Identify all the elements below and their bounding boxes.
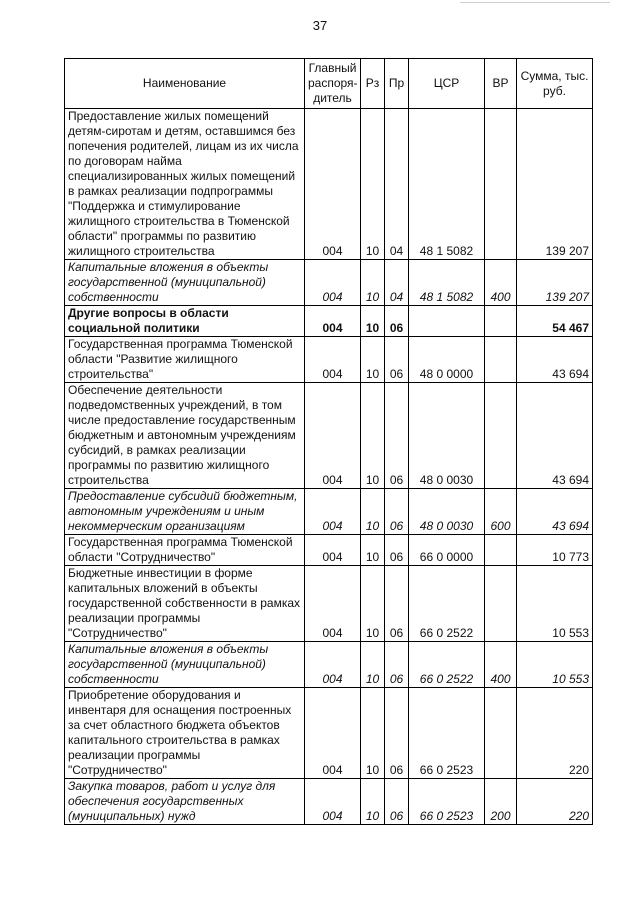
row-main-manager: 004	[305, 306, 361, 337]
row-vr	[485, 383, 517, 489]
row-vr	[485, 535, 517, 566]
row-pr: 06	[385, 306, 409, 337]
page-number: 37	[312, 18, 328, 33]
row-vr: 200	[485, 779, 517, 825]
row-rz: 10	[361, 383, 385, 489]
row-sum: 54 467	[517, 306, 593, 337]
row-pr: 06	[385, 535, 409, 566]
row-pr: 06	[385, 337, 409, 383]
table-row	[65, 535, 593, 566]
budget-table	[64, 58, 593, 825]
row-csr: 66 0 2523	[409, 688, 485, 779]
row-name: Предоставление субсидий бюджетным, автономным учреждениям и иным некоммерческим организациям	[65, 489, 305, 535]
row-rz: 10	[361, 260, 385, 306]
row-rz: 10	[361, 566, 385, 642]
row-sum: 220	[517, 779, 593, 825]
row-csr: 48 0 0000	[409, 337, 485, 383]
table-row	[65, 306, 593, 337]
row-csr: 48 0 0030	[409, 489, 485, 535]
row-main-manager: 004	[305, 383, 361, 489]
row-rz: 10	[361, 489, 385, 535]
header-pr: Пр	[385, 59, 409, 109]
row-csr: 48 1 5082	[409, 260, 485, 306]
row-pr: 04	[385, 260, 409, 306]
row-vr	[485, 306, 517, 337]
row-vr	[485, 566, 517, 642]
row-vr	[485, 337, 517, 383]
row-rz: 10	[361, 688, 385, 779]
row-pr: 06	[385, 688, 409, 779]
row-pr: 06	[385, 489, 409, 535]
row-name: Государственная программа Тюменской области "Сотрудничество"	[65, 535, 305, 566]
header-rz: Рз	[361, 59, 385, 109]
row-vr	[485, 109, 517, 260]
row-sum: 43 694	[517, 489, 593, 535]
row-sum: 220	[517, 688, 593, 779]
row-rz: 10	[361, 109, 385, 260]
row-main-manager: 004	[305, 566, 361, 642]
row-rz: 10	[361, 779, 385, 825]
row-csr: 66 0 0000	[409, 535, 485, 566]
table-row	[65, 337, 593, 383]
row-vr: 400	[485, 260, 517, 306]
row-main-manager: 004	[305, 337, 361, 383]
header-sum: Сумма, тыс. руб.	[517, 59, 593, 109]
header-main-manager: Главный распоря-дитель	[305, 59, 361, 109]
row-main-manager: 004	[305, 489, 361, 535]
row-name: Закупка товаров, работ и услуг для обеспечения государственных (муниципальных) нужд	[65, 779, 305, 825]
row-pr: 06	[385, 779, 409, 825]
row-pr: 04	[385, 109, 409, 260]
table-row	[65, 260, 593, 306]
table-row	[65, 566, 593, 642]
table-header-row	[65, 59, 593, 109]
row-main-manager: 004	[305, 535, 361, 566]
row-name: Капитальные вложения в объекты государственной (муниципальной) собственности	[65, 260, 305, 306]
row-vr: 400	[485, 642, 517, 688]
row-sum: 139 207	[517, 109, 593, 260]
row-name: Государственная программа Тюменской области "Развитие жилищного строительства"	[65, 337, 305, 383]
row-rz: 10	[361, 642, 385, 688]
row-sum: 43 694	[517, 383, 593, 489]
row-main-manager: 004	[305, 260, 361, 306]
row-name: Обеспечение деятельности подведомственных учреждений, в том числе предоставление государственным бюджетным и автономным учреждениям субсидий, в рамках реализации программы по развитию жилищного строительства	[65, 383, 305, 489]
row-sum: 139 207	[517, 260, 593, 306]
row-rz: 10	[361, 306, 385, 337]
header-csr: ЦСР	[409, 59, 485, 109]
row-main-manager: 004	[305, 688, 361, 779]
row-name: Бюджетные инвестиции в форме капитальных вложений в объекты государственной собственности в рамках реализации программы "Сотрудничество"	[65, 566, 305, 642]
row-sum: 10 773	[517, 535, 593, 566]
row-name: Приобретение оборудования и инвентаря для оснащения построенных за счет областного бюджета объектов капитального строительства в рамках реализации программы "Сотрудничество"	[65, 688, 305, 779]
row-name: Предоставление жилых помещений детям-сиротам и детям, оставшимся без попечения родителей, лицам из их числа по договорам найма специализированных жилых помещений в рамках реализации подпрограммы "Поддержка и стимулирование жилищного строительства в Тюменской области" программы по развитию жилищного строительства	[65, 109, 305, 260]
row-csr: 66 0 2523	[409, 779, 485, 825]
row-name: Другие вопросы в области социальной политики	[65, 306, 305, 337]
row-pr: 06	[385, 383, 409, 489]
table-row	[65, 383, 593, 489]
row-sum: 43 694	[517, 337, 593, 383]
table-row	[65, 642, 593, 688]
row-csr: 66 0 2522	[409, 566, 485, 642]
row-csr: 48 0 0030	[409, 383, 485, 489]
row-main-manager: 004	[305, 109, 361, 260]
row-csr: 48 1 5082	[409, 109, 485, 260]
row-main-manager: 004	[305, 642, 361, 688]
table-row	[65, 688, 593, 779]
row-csr	[409, 306, 485, 337]
header-name: Наименование	[65, 59, 305, 109]
row-sum: 10 553	[517, 642, 593, 688]
row-pr: 06	[385, 642, 409, 688]
scan-edge-marks	[460, 2, 610, 6]
row-rz: 10	[361, 337, 385, 383]
row-vr: 600	[485, 489, 517, 535]
table-row	[65, 489, 593, 535]
table-row	[65, 779, 593, 825]
table-row	[65, 109, 593, 260]
row-csr: 66 0 2522	[409, 642, 485, 688]
row-pr: 06	[385, 566, 409, 642]
row-rz: 10	[361, 535, 385, 566]
row-main-manager: 004	[305, 779, 361, 825]
row-name: Капитальные вложения в объекты государственной (муниципальной) собственности	[65, 642, 305, 688]
row-vr	[485, 688, 517, 779]
header-vr: ВР	[485, 59, 517, 109]
row-sum: 10 553	[517, 566, 593, 642]
